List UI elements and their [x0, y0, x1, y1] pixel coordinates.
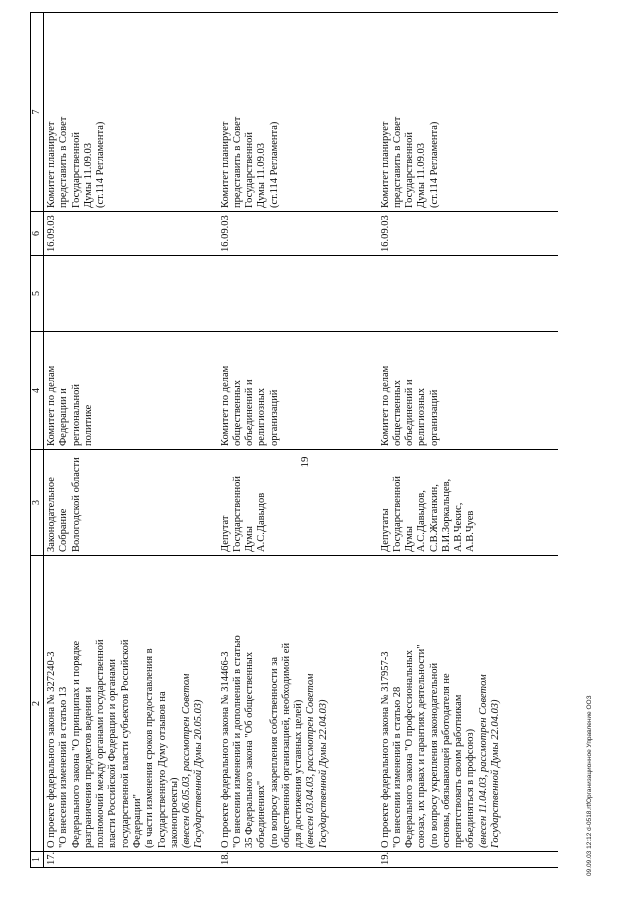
text-line: Депутат: [219, 515, 231, 552]
bill-author: [218, 450, 378, 556]
text-line: Думы 11.09.03: [256, 143, 268, 208]
text-line: (ст.114 Регламента): [428, 121, 440, 208]
text-line: (внесен 06.05.03, рассмотрен Советом: [181, 673, 193, 848]
text-line: Федерации и: [58, 388, 70, 446]
text-line: (ст.114 Регламента): [95, 121, 107, 208]
text-line: объединениях": [256, 780, 268, 848]
text-line: Комитет планирует: [46, 121, 57, 208]
text-line: (внесен 03.04.03, рассмотрен Советом: [305, 673, 317, 848]
date-cell: 16.09.03: [378, 212, 558, 256]
text-line: (ст.114 Регламента): [268, 121, 280, 208]
text-line: препятствовать своим работникам: [453, 694, 465, 848]
text-line: Думы 11.09.03: [416, 143, 428, 208]
date-cell: 16.09.03: [218, 212, 378, 256]
text-line: объединений и: [404, 379, 416, 446]
text-line: представить в Совет: [58, 116, 70, 208]
text-line: Думы: [404, 526, 416, 552]
footer-text: 09.09.03 12:12 d-0518.rtfОрганизационное Управление ООЗ: [586, 695, 593, 876]
col-header-7: 7: [31, 13, 44, 212]
text-line: полномочий между органами государственной: [95, 639, 107, 848]
text-line: Государственной: [231, 476, 243, 552]
text-line: Государственной: [70, 132, 82, 208]
text-line: представить в Совет: [391, 116, 403, 208]
text-line: А.С.Давыдов,: [416, 490, 428, 552]
text-line: Федерального закона "О профессиональных: [404, 649, 416, 848]
text-line: "О внесении изменений и дополнений в статью: [231, 635, 243, 848]
text-line: А.В.Чуев: [465, 510, 477, 552]
remark-cell: [44, 13, 218, 212]
text-line: А.С.Давыдов: [256, 492, 268, 552]
text-line: объединяться в профсоюз): [465, 728, 477, 848]
text-line: А.В.Чекис,: [453, 502, 465, 552]
text-line: Государственной: [244, 132, 256, 208]
text-line: власти Российской Федерации и органами: [107, 658, 119, 848]
text-line: (по вопросу укрепления законодательной: [428, 662, 440, 848]
text-line: религиозных: [416, 387, 428, 446]
text-line: Комитет планирует: [379, 121, 391, 208]
text-line: общественных: [231, 380, 243, 446]
table-row: [378, 13, 558, 868]
bill-description: [218, 556, 378, 852]
responsible-committee: [218, 332, 378, 450]
text-line: законопроекты): [168, 777, 180, 848]
text-line: союзах, их правах и гарантиях деятельности": [416, 644, 428, 848]
text-line: региональной: [70, 384, 82, 446]
remark-cell: [378, 13, 558, 212]
col-header-5: 5: [31, 256, 44, 332]
date-cell: 16.09.03: [44, 212, 218, 256]
column-5-cell: [218, 256, 378, 332]
text-line: Федерального закона "О принципах и порядке: [70, 640, 82, 848]
text-line: организаций: [428, 389, 440, 446]
text-line: Вологодской области: [70, 457, 82, 552]
col-header-2: 2: [31, 556, 44, 852]
text-line: Собрание: [58, 508, 70, 552]
text-line: (в части изменения сроков предоставления в: [144, 648, 156, 848]
text-line: разграничения предметов ведения и: [82, 686, 94, 848]
text-line: "О внесении изменений в статью 28: [391, 686, 403, 848]
column-5-cell: [378, 256, 558, 332]
text-line: Комитет по делам: [219, 365, 231, 446]
table-row: [218, 13, 378, 868]
text-line: представить в Совет: [231, 116, 243, 208]
text-line: О проекте федерального закона № 317957-3: [379, 651, 391, 848]
text-line: организаций: [268, 389, 280, 446]
text-line: государственной власти субъектов Российской: [119, 639, 131, 848]
text-line: (внесен 11.04.03, рассмотрен Советом: [477, 674, 489, 848]
text-line: 35 Федерального закона "Об общественных: [244, 651, 256, 848]
text-line: Государственной Думы 22.04.03): [317, 699, 329, 848]
text-line: основы, обязывающей работодателя не: [440, 673, 452, 848]
col-header-6: 6: [31, 212, 44, 256]
text-line: Думы: [244, 526, 256, 552]
text-line: общественных: [391, 380, 403, 446]
text-line: Депутаты: [379, 508, 391, 552]
text-line: объединений и: [244, 379, 256, 446]
text-line: (по вопросу закрепления собственности за: [268, 656, 280, 848]
responsible-committee: [378, 332, 558, 450]
table-row: [44, 13, 218, 868]
text-line: Комитет по делам: [379, 365, 391, 446]
rotated-table-wrapper: [30, 12, 565, 868]
text-line: О проекте федерального закона № 327240-3: [46, 651, 57, 848]
bills-table: [30, 12, 558, 868]
text-line: В.И.Зоркальцев,: [440, 478, 452, 552]
text-line: Государственной: [404, 132, 416, 208]
text-line: С.В.Жиганкин,: [428, 484, 440, 552]
bill-author: [378, 450, 558, 556]
responsible-committee: [44, 332, 218, 450]
text-line: О проекте федерального закона № 314466-3: [219, 651, 231, 848]
header-row: [31, 13, 44, 868]
text-line: для достижения уставных целей): [293, 699, 305, 848]
row-number: 18.: [218, 852, 378, 868]
page-number: 19: [299, 456, 311, 468]
bill-description: [44, 556, 218, 852]
text-line: "О внесении изменений в статью 13: [58, 686, 70, 848]
text-line: религиозных: [256, 387, 268, 446]
text-line: Комитет по делам: [46, 365, 57, 446]
text-line: Государственную Думу отзывов на: [156, 691, 168, 848]
text-line: Государственной Думы 20.05.03): [193, 699, 205, 848]
text-line: Комитет планирует: [219, 121, 231, 208]
text-line: Государственной: [391, 476, 403, 552]
text-line: Законодательное: [46, 477, 57, 552]
column-5-cell: [44, 256, 218, 332]
row-number: 17.: [44, 852, 218, 868]
bill-author: [44, 450, 218, 556]
text-line: политике: [82, 404, 94, 446]
col-header-4: 4: [31, 332, 44, 450]
text-line: Государственной Думы 22.04.03): [490, 699, 502, 848]
bill-description: [378, 556, 558, 852]
remark-cell: [218, 13, 378, 212]
text-line: общественной организацией, необходимой ей: [280, 642, 292, 848]
col-header-1: 1: [31, 852, 44, 868]
text-line: Федерации": [131, 794, 143, 848]
text-line: Думы 11.09.03: [82, 143, 94, 208]
col-header-3: 3: [31, 450, 44, 556]
row-number: 19.: [378, 852, 558, 868]
